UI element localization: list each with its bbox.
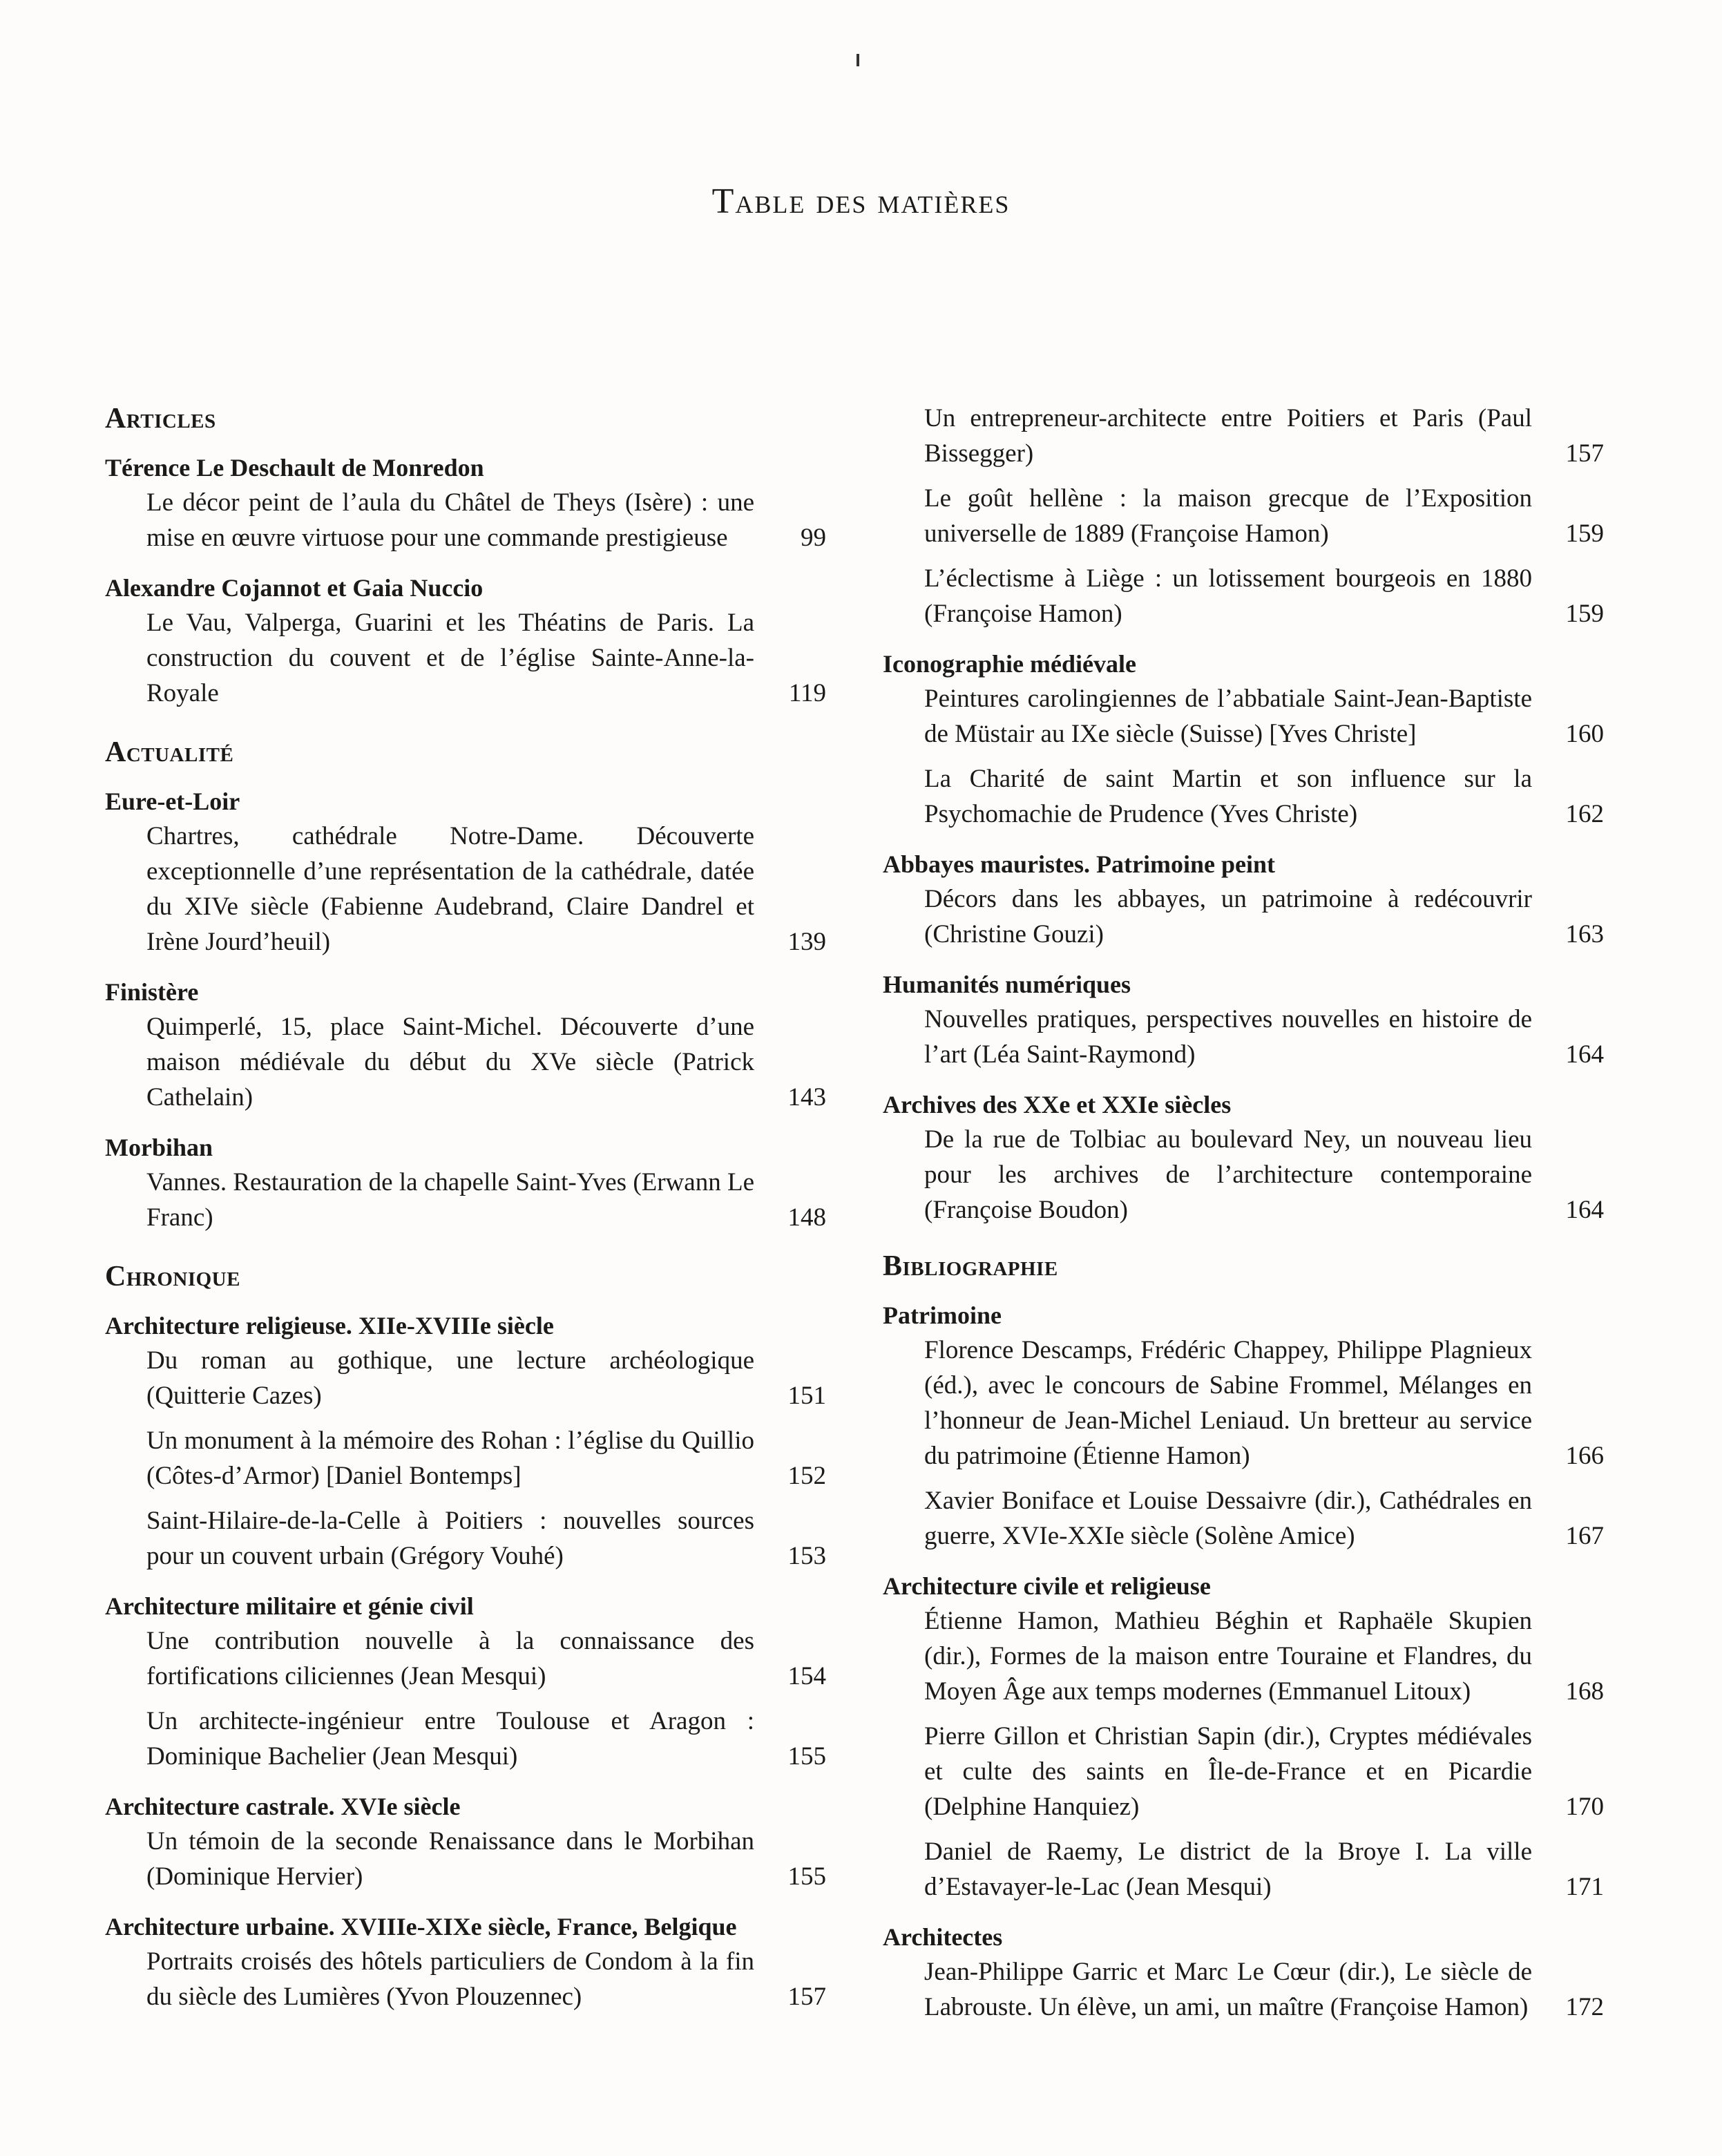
entry-page-number: 155 [787, 1742, 826, 1771]
entry-text: La Charité de saint Martin et son influence sur la Psychomachie de Prudence (Yves Christe) [924, 765, 1532, 828]
entry-page-number: 99 [801, 524, 826, 552]
toc-entry[interactable] [146, 1423, 826, 1494]
toc-entry[interactable] [924, 1834, 1604, 1905]
group-title: Architecture urbaine. XVIIIe-XIXe siècle, France, Belgique [105, 1913, 737, 1940]
group-title: Architecture civile et religieuse [883, 1572, 1211, 1600]
entry-text: Nouvelles pratiques, perspectives nouvelles en histoire de l’art (Léa Saint-Raymond) [924, 1005, 1532, 1069]
entry-page-number: 163 [1565, 920, 1604, 948]
toc-entry[interactable] [924, 401, 1604, 471]
section-title: Articles [105, 403, 216, 435]
entry-text: Daniel de Raemy, Le district de la Broye I. La ville d’Estavayer-le-Lac (Jean Mesqui) [924, 1838, 1532, 1901]
entry-text: Le décor peint de l’aula du Châtel de Theys (Isère) : une mise en œuvre virtuose pour une commande prestigieuse [146, 488, 754, 552]
entry-page-number: 164 [1565, 1196, 1604, 1224]
entry-page-number: 148 [787, 1203, 826, 1232]
entry-page-number: 157 [1565, 439, 1604, 468]
entry-page-number: 171 [1565, 1873, 1604, 1901]
toc-entry[interactable] [146, 1343, 826, 1413]
entry-page-number: 172 [1565, 1993, 1604, 2021]
group-title: Abbayes mauristes. Patrimoine peint [883, 850, 1275, 878]
entry-text: Peintures carolingiennes de l’abbatiale Saint-Jean-Baptiste de Müstair au IXe siècle (Suisse) [Yves Christe] [924, 685, 1532, 748]
page-title: Table des matières [711, 182, 1011, 221]
entry-text: Xavier Boniface et Louise Dessaivre (dir.), Cathédrales en guerre, XVIe-XXIe siècle (Solène Amice) [924, 1487, 1532, 1550]
entry-text: Le Vau, Valperga, Guarini et les Théatins de Paris. La construction du couvent et de l’église Sainte-Anne-la-Royale [146, 609, 754, 707]
entry-text: Chartres, cathédrale Notre-Dame. Découverte exceptionnelle d’une représentation de la cathédrale, datée du XIVe siècle (Fabienne Audebrand, Claire Dandrel et Irène Jourd’heuil) [146, 822, 754, 956]
section-title: Actualité [105, 736, 234, 768]
entry-page-number: 155 [787, 1862, 826, 1891]
entry-text: Portraits croisés des hôtels particuliers de Condom à la fin du siècle des Lumières (Yvon Plouzennec) [146, 1947, 754, 2011]
toc-entry[interactable] [924, 481, 1604, 551]
entry-text: Florence Descamps, Frédéric Chappey, Philippe Plagnieux (éd.), avec le concours de Sabine Frommel, Mélanges en l’honneur de Jean-Michel Leniaud. Un bretteur au service du patrimoine (Étienne Hamon) [924, 1336, 1532, 1470]
section-title: Chronique [105, 1261, 240, 1292]
entry-page-number: 152 [787, 1462, 826, 1490]
toc-entry[interactable] [146, 1944, 826, 2014]
entry-page-number: 119 [788, 679, 826, 707]
toc-entry[interactable] [146, 1623, 826, 1694]
group-title: Eure-et-Loir [105, 788, 240, 815]
entry-page-number: 153 [787, 1542, 826, 1570]
toc-entry[interactable] [924, 1603, 1604, 1709]
entry-text: Une contribution nouvelle à la connaissance des fortifications ciliciennes (Jean Mesqui) [146, 1627, 754, 1690]
entry-text: Pierre Gillon et Christian Sapin (dir.), Cryptes médiévales et culte des saints en Île-de-France et en Picardie (Delphine Hanquiez) [924, 1722, 1532, 1821]
toc-group [105, 1130, 826, 1235]
toc-entry[interactable] [924, 1122, 1604, 1228]
entry-page-number: 139 [787, 928, 826, 956]
toc-group [883, 1087, 1604, 1228]
toc-group [105, 571, 826, 711]
toc-entry[interactable] [146, 819, 826, 960]
group-title: Alexandre Cojannot et Gaia Nuccio [105, 574, 484, 602]
toc-entry[interactable] [924, 1333, 1604, 1473]
page-mark [857, 54, 859, 66]
toc-group-continuation [883, 401, 1604, 631]
toc-entry[interactable] [924, 1719, 1604, 1824]
group-title: Humanités numériques [883, 971, 1131, 998]
entry-text: Saint-Hilaire-de-la-Celle à Poitiers : nouvelles sources pour un couvent urbain (Grégory Vouhé) [146, 1507, 754, 1570]
entry-text: Le goût hellène : la maison grecque de l’Exposition universelle de 1889 (Françoise Hamon) [924, 484, 1532, 548]
section-articles [105, 401, 826, 711]
entry-text: Quimperlé, 15, place Saint-Michel. Découverte d’une maison médiévale du début du XVe siècle (Patrick Cathelain) [146, 1013, 754, 1112]
toc-entry[interactable] [924, 881, 1604, 952]
group-title: Architecture religieuse. XIIe-XVIIIe siècle [105, 1312, 554, 1339]
entry-page-number: 164 [1565, 1040, 1604, 1069]
toc-group [105, 1589, 826, 1774]
toc-entry[interactable] [146, 1503, 826, 1574]
group-title: Morbihan [105, 1134, 213, 1161]
group-title: Patrimoine [883, 1301, 1002, 1329]
toc-group [883, 647, 1604, 832]
toc-entry[interactable] [146, 1009, 826, 1115]
entry-text: Un entrepreneur-architecte entre Poitiers et Paris (Paul Bissegger) [924, 404, 1532, 468]
entry-text: Un monument à la mémoire des Rohan : l’église du Quillio (Côtes-d’Armor) [Daniel Bontemps] [146, 1427, 754, 1490]
entry-page-number: 154 [787, 1662, 826, 1690]
group-title: Architecture militaire et génie civil [105, 1592, 474, 1620]
section-actualite [105, 734, 826, 1235]
toc-group [883, 847, 1604, 952]
entry-text: L’éclectisme à Liège : un lotissement bourgeois en 1880 (Françoise Hamon) [924, 564, 1532, 628]
entry-text: Du roman au gothique, une lecture archéologique (Quitterie Cazes) [146, 1346, 754, 1410]
toc-group [105, 1909, 826, 2014]
entry-text: De la rue de Tolbiac au boulevard Ney, un nouveau lieu pour les archives de l’architecture contemporaine (Françoise Boudon) [924, 1125, 1532, 1224]
entry-text: Décors dans les abbayes, un patrimoine à redécouvrir (Christine Gouzi) [924, 885, 1532, 948]
toc-entry[interactable] [146, 605, 826, 711]
toc-entry[interactable] [924, 681, 1604, 752]
group-title: Iconographie médiévale [883, 650, 1136, 678]
entry-page-number: 168 [1565, 1677, 1604, 1706]
toc-entry[interactable] [924, 561, 1604, 631]
toc-group [105, 1308, 826, 1574]
toc-entry[interactable] [146, 1824, 826, 1894]
entry-page-number: 159 [1565, 519, 1604, 548]
section-title: Bibliographie [883, 1250, 1058, 1282]
group-title: Architecture castrale. XVIe siècle [105, 1793, 461, 1820]
entry-page-number: 151 [787, 1382, 826, 1410]
entry-text: Vannes. Restauration de la chapelle Saint-Yves (Erwann Le Franc) [146, 1168, 754, 1232]
toc-group [105, 975, 826, 1115]
toc-group [883, 1298, 1604, 1554]
entry-page-number: 157 [787, 1983, 826, 2011]
group-title: Archives des XXe et XXIe siècles [883, 1091, 1232, 1118]
group-title: Térence Le Deschault de Monredon [105, 454, 484, 481]
toc-entry[interactable] [924, 1954, 1604, 2025]
section-chronique [105, 1259, 826, 2014]
entry-page-number: 160 [1565, 720, 1604, 748]
toc-entry[interactable] [146, 485, 826, 555]
entry-text: Étienne Hamon, Mathieu Béghin et Raphaële Skupien (dir.), Formes de la maison entre Touraine et Flandres, du Moyen Âge aux temps modernes (Emmanuel Litoux) [924, 1607, 1532, 1706]
toc-group [883, 1920, 1604, 2025]
entry-page-number: 162 [1565, 800, 1604, 828]
entry-text: Un témoin de la seconde Renaissance dans le Morbihan (Dominique Hervier) [146, 1827, 754, 1891]
toc-entry[interactable] [924, 1002, 1604, 1072]
entry-text: Jean-Philippe Garric et Marc Le Cœur (dir.), Le siècle de Labrouste. Un élève, un ami, un maître (Françoise Hamon) [924, 1958, 1532, 2021]
toc-group [883, 1569, 1604, 1905]
toc-group [105, 784, 826, 960]
toc-entry[interactable] [924, 1483, 1604, 1554]
toc-entry[interactable] [146, 1165, 826, 1235]
entry-page-number: 166 [1565, 1442, 1604, 1470]
entry-text: Un architecte-ingénieur entre Toulouse et Aragon : Dominique Bachelier (Jean Mesqui) [146, 1707, 754, 1771]
group-title: Finistère [105, 978, 199, 1006]
toc-group [105, 450, 826, 555]
toc-group [883, 967, 1604, 1072]
toc-right-column [883, 401, 1604, 2048]
toc-entry[interactable] [924, 761, 1604, 832]
toc-left-column [105, 401, 826, 2038]
entry-page-number: 159 [1565, 600, 1604, 628]
toc-entry[interactable] [146, 1704, 826, 1774]
entry-page-number: 170 [1565, 1793, 1604, 1821]
entry-page-number: 143 [787, 1083, 826, 1112]
group-title: Architectes [883, 1923, 1003, 1951]
entry-page-number: 167 [1565, 1522, 1604, 1550]
toc-group [105, 1789, 826, 1894]
section-bibliographie [883, 1248, 1604, 2025]
